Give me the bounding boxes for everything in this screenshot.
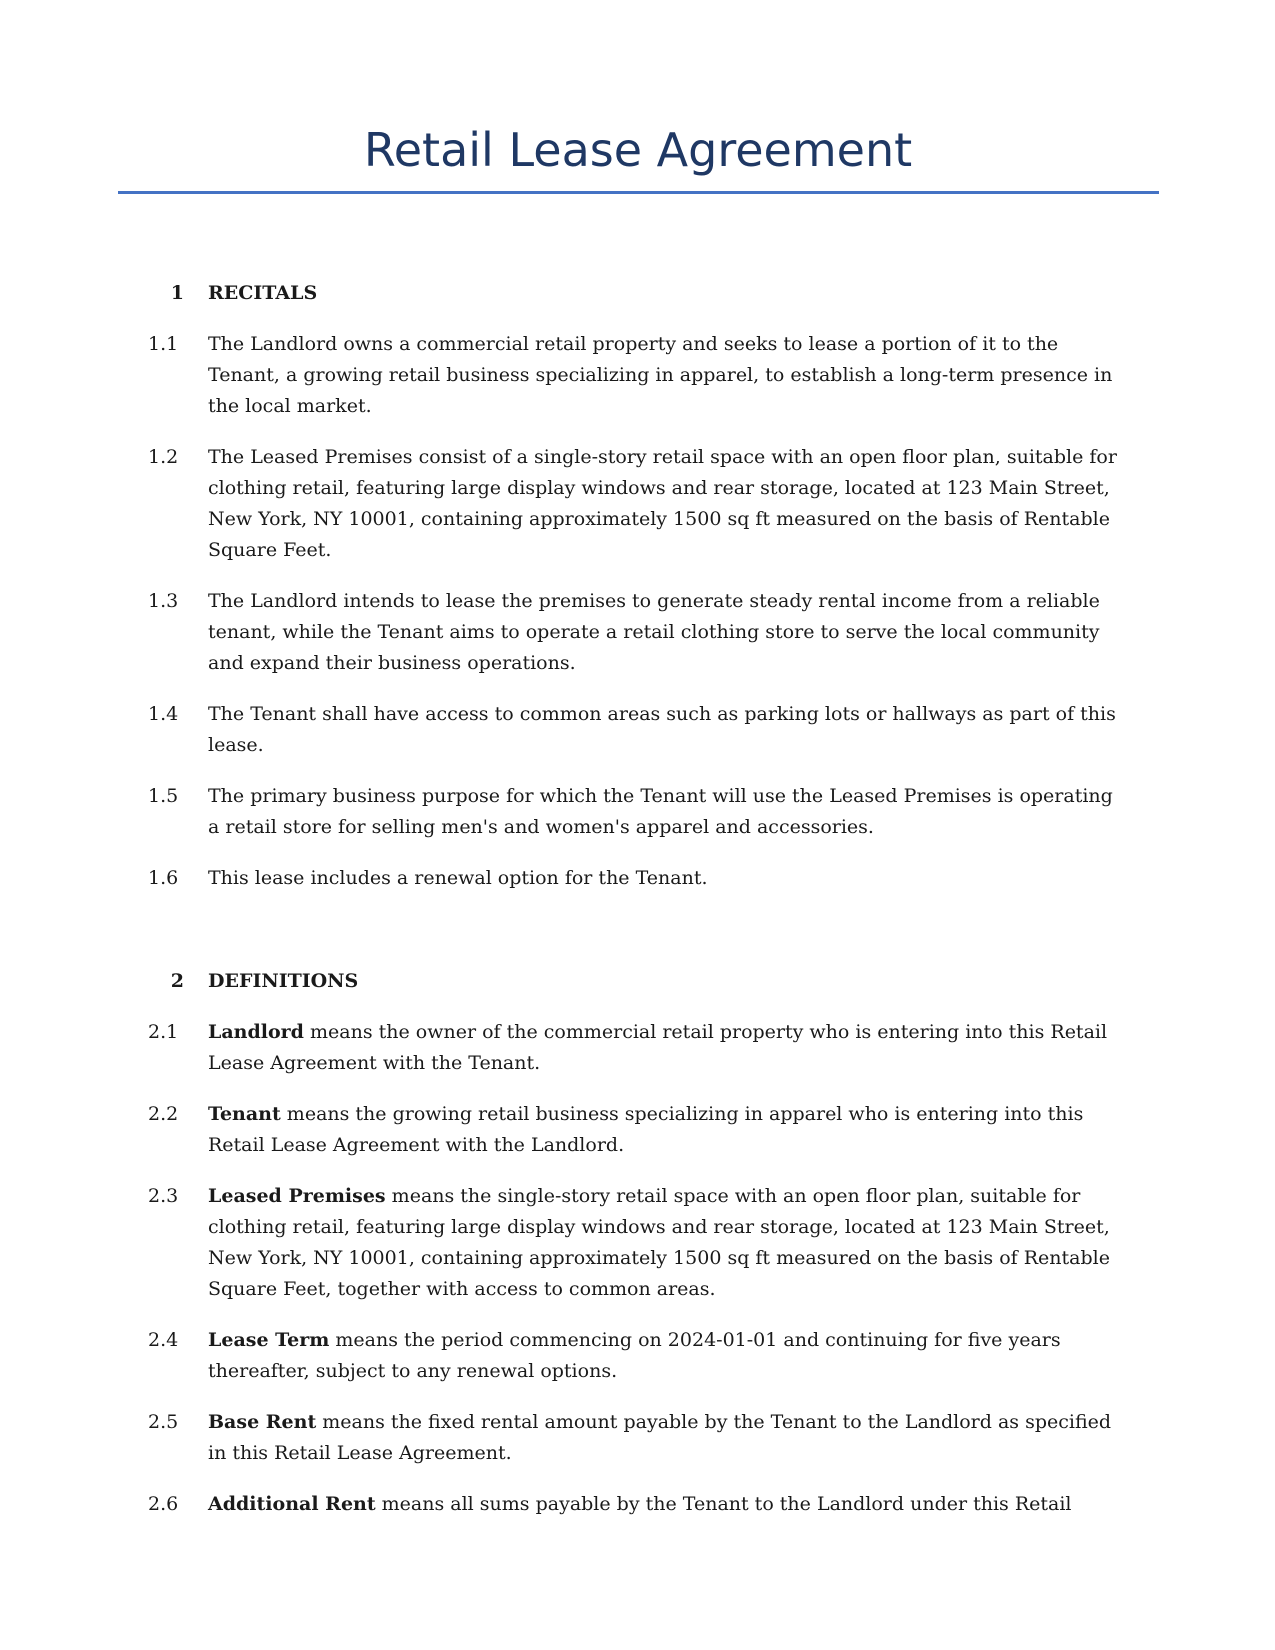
section-definitions xyxy=(148,966,1128,1520)
clause-2-6 xyxy=(148,1489,1128,1520)
clause-number: 2.6 xyxy=(148,1493,179,1515)
clause-number: 1.5 xyxy=(148,785,179,807)
clause-text: means all sums payable by the Tenant to the Landlord under this Retail xyxy=(375,1493,1072,1515)
clause-number: 1.2 xyxy=(148,446,179,468)
defined-term: Leased Premises xyxy=(208,1185,386,1207)
clause-number: 2.3 xyxy=(148,1185,179,1207)
clause-2-2 xyxy=(148,1099,1128,1161)
clause-1-1 xyxy=(148,329,1128,422)
clause-1-2 xyxy=(148,442,1128,566)
section-spacer xyxy=(148,914,1128,966)
document-body xyxy=(148,278,1128,1540)
clause-text: The Landlord intends to lease the premises to generate steady rental income from a reliable tenant, while the Tenant aims to operate a retail clothing store to serve the local community and expand their business operations. xyxy=(208,590,1100,674)
clause-body xyxy=(208,1099,1128,1161)
clause-text: means the owner of the commercial retail property who is entering into this Retail Lease Agreement with the Tenant. xyxy=(208,1021,1108,1074)
clause-text: The Leased Premises consist of a single-story retail space with an open floor plan, suitable for clothing retail, featuring large display windows and rear storage, located at 123 Main Street, New York, NY 10001, containing approximately 1500 sq ft measured on the basis of Rentable Square Feet. xyxy=(208,446,1117,561)
section-number: 2 xyxy=(170,970,184,992)
defined-term: Landlord xyxy=(208,1021,304,1043)
clause-text: The primary business purpose for which the Tenant will use the Leased Premises is operating a retail store for selling men's and women's apparel and accessories. xyxy=(208,785,1113,838)
clause-text: The Tenant shall have access to common areas such as parking lots or hallways as part of this lease. xyxy=(208,703,1116,756)
clause-number: 1.3 xyxy=(148,590,179,612)
clause-number: 1.1 xyxy=(148,333,179,355)
clause-number: 1.4 xyxy=(148,703,179,725)
clause-body xyxy=(208,1181,1128,1305)
clause-body xyxy=(208,1489,1128,1520)
clause-text: means the period commencing on 2024-01-01 and continuing for five years thereafter, subject to any renewal options. xyxy=(208,1329,1061,1382)
clause-number: 1.6 xyxy=(148,867,179,889)
section-heading xyxy=(148,966,1128,996)
clause-2-5 xyxy=(148,1407,1128,1469)
clause-1-6 xyxy=(148,863,1128,894)
defined-term: Additional Rent xyxy=(208,1493,376,1515)
clause-1-5 xyxy=(148,781,1128,843)
clause-number: 2.2 xyxy=(148,1103,179,1125)
title-divider xyxy=(118,191,1159,194)
clause-1-3 xyxy=(148,586,1128,679)
clause-body xyxy=(208,1017,1128,1079)
clause-number: 2.4 xyxy=(148,1329,179,1351)
clause-text: means the growing retail business specializing in apparel who is entering into this Retail Lease Agreement with the Landlord. xyxy=(208,1103,1084,1156)
clause-2-4 xyxy=(148,1325,1128,1387)
section-number: 1 xyxy=(170,282,184,304)
clause-body xyxy=(208,1407,1128,1469)
clause-number: 2.1 xyxy=(148,1021,179,1043)
clause-body xyxy=(208,1325,1128,1387)
section-recitals xyxy=(148,278,1128,894)
clause-text: means the fixed rental amount payable by the Tenant to the Landlord as specified in this Retail Lease Agreement. xyxy=(208,1411,1112,1464)
clause-text: The Landlord owns a commercial retail property and seeks to lease a portion of it to the Tenant, a growing retail business specializing in apparel, to establish a long-term presence in the local market. xyxy=(208,333,1113,417)
clause-text: means the single-story retail space with an open floor plan, suitable for clothing retail, featuring large display windows and rear storage, located at 123 Main Street, New York, NY 10001, containing approximately 1500 sq ft measured on the basis of Rentable Square Feet, together with access to common areas. xyxy=(208,1185,1110,1300)
clause-2-3 xyxy=(148,1181,1128,1305)
clause-1-4 xyxy=(148,699,1128,761)
section-heading xyxy=(148,278,1128,308)
clause-2-1 xyxy=(148,1017,1128,1079)
clause-number: 2.5 xyxy=(148,1411,179,1433)
section-title: RECITALS xyxy=(208,282,318,304)
section-title: DEFINITIONS xyxy=(208,970,359,992)
defined-term: Tenant xyxy=(208,1103,281,1125)
defined-term: Lease Term xyxy=(208,1329,330,1351)
defined-term: Base Rent xyxy=(208,1411,317,1433)
clause-text: This lease includes a renewal option for the Tenant. xyxy=(208,867,708,889)
document-title: Retail Lease Agreement xyxy=(363,123,913,177)
